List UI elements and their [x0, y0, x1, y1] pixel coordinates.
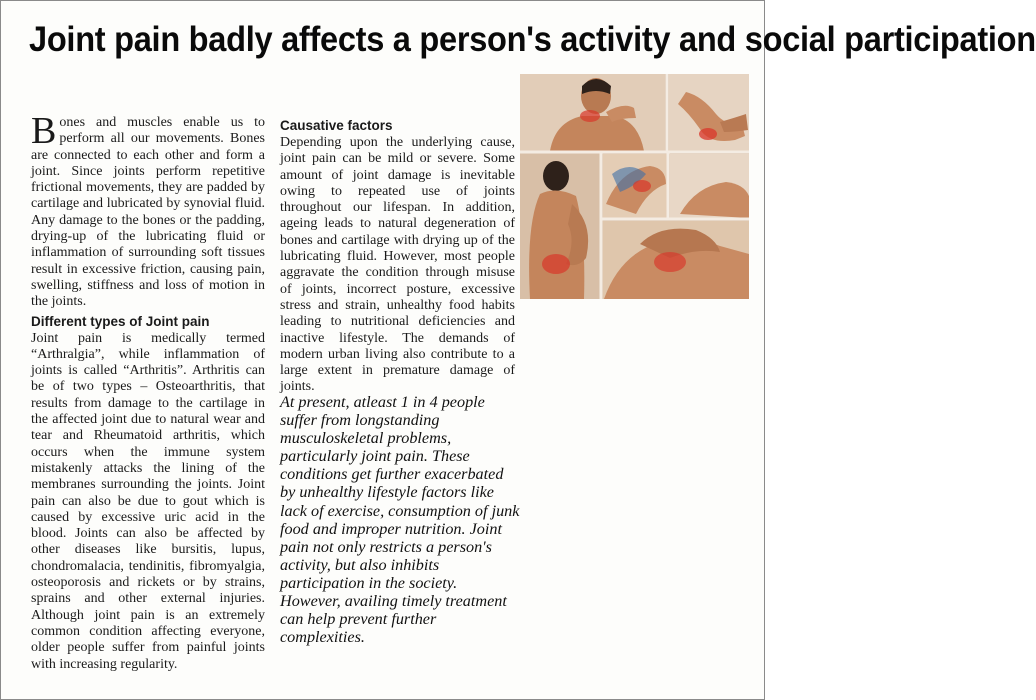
types-paragraph: Joint pain is medically termed “Arthralgia”, while inflammation of joints is called “Arthritis”. Arthritis can be of two types – Osteoarthritis, that results from damage to the cartilage in the affected joint due to natural wear and tear and Rheumatoid arthritis, which occurs when the immune system mistakenly attacks the lining of the membranes surrounding the joints. Joint pain can also be due to gout which is caused by excessive uric acid in the blood. Joints can also be affected by other diseases like bursitis, lupus, chondromalacia, tendinitis, fibromyalgia, osteoporosis and rickets or by strains, sprains and other external injuries. Although joint pain is an extremely common condition affecting everyone, older people suffer from painful joints with increasing regularity. — [31, 330, 265, 672]
headline: Joint pain badly affects a person's activity and social participation — [29, 20, 1036, 59]
intro-paragraph — [31, 110, 265, 311]
drop-cap: B — [31, 110, 57, 152]
causes-heading: Causative factors — [280, 118, 393, 133]
left-column — [31, 110, 265, 673]
middle-column — [280, 115, 515, 396]
intro-text: ones and muscles enable us to perform all our movements. Bones are connected to each other and form a joint. Since joints perform repetitive frictional movements, they are padded by cartilage and lubricated by synovial fluid. Any damage to the bones or the padding, drying-up of the lubricating fluid or inflammation of surrounding soft tissues result in excessive friction, causing pain, swelling, stiffness and loss of motion in the joints. — [31, 115, 265, 310]
causes-paragraph: Depending upon the underlying cause, joint pain can be mild or severe. Some amount of joint damage is inevitable owing to repeated use of joints throughout our lifespan. In addition, ageing leads to natural degeneration of bones and cartilage with drying up of the lubricating fluid. However, most people aggravate the condition through misuse of joints, incorrect posture, excessive stress and strain, unhealthy food habits leading to nutritional deficiencies and inactive lifestyle. The demands of modern urban living also contribute to a large extent in premature damage of joints. — [280, 135, 515, 395]
collage-image — [520, 74, 749, 299]
pull-quote: At present, atleast 1 in 4 people suffer from longstanding musculoskeletal problems, particularly joint pain. These conditions get further exacerbated by unhealthy lifestyle factors like lack of exercise, consumption of junk food and improper nutrition. Joint pain not only restricts a person's activity, but also inhibits participation in the society. However, availing timely treatment can help prevent further complexities. — [280, 393, 520, 647]
joint-pain-photo-collage — [520, 74, 749, 299]
types-heading: Different types of Joint pain — [31, 313, 210, 329]
